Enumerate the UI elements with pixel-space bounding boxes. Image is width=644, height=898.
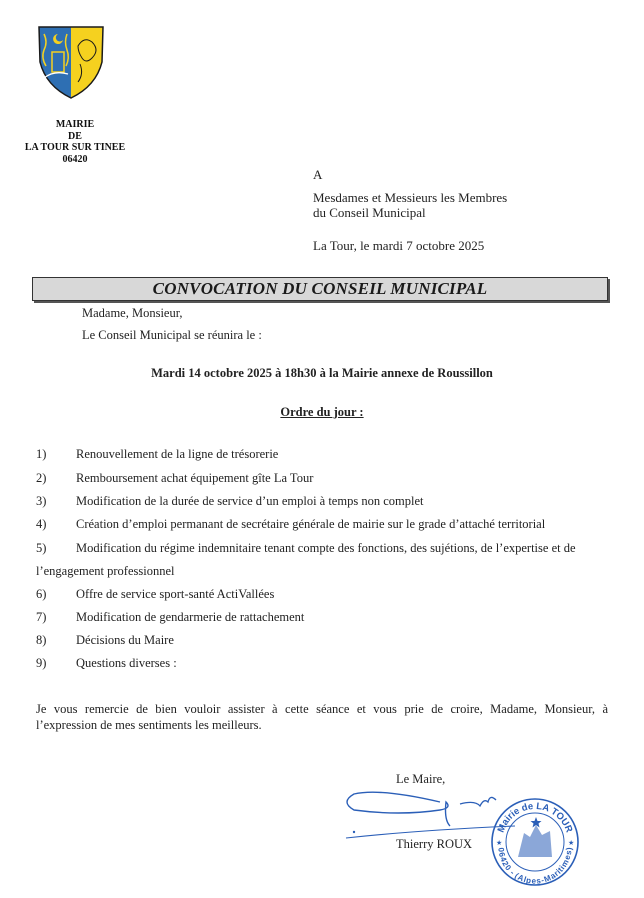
closing-paragraph (36, 701, 608, 733)
svg-text:★: ★ (568, 839, 575, 847)
agenda-text: Création d’emploi permanant de secrétaire générale de mairie sur le grade d’attaché territorial (76, 517, 546, 531)
recipient-line: du Conseil Municipal (313, 205, 426, 220)
agenda-text: Modification de gendarmerie de rattachement (76, 610, 305, 624)
recipient-marker: A (313, 167, 323, 182)
agenda-text: l’engagement professionnel (36, 564, 175, 578)
agenda-number: 5) (36, 541, 47, 555)
place-date: La Tour, le mardi 7 octobre 2025 (313, 238, 485, 253)
recipient-block (313, 190, 507, 220)
stamp-top-text: Mairie de LA TOUR (495, 800, 575, 835)
agenda-text: Remboursement achat équipement gîte La Tour (76, 471, 314, 485)
agenda-number: 9) (36, 656, 47, 670)
agenda-text: Questions diverses : (76, 656, 177, 670)
agenda-text: Renouvellement de la ligne de trésorerie (76, 447, 279, 461)
agenda-number: 4) (36, 517, 47, 531)
intro-text: Le Conseil Municipal se réunira le : (82, 328, 262, 342)
document-title: CONVOCATION DU CONSEIL MUNICIPAL (152, 279, 488, 298)
closing-line: Je vous remercie de bien vouloir assister à cette séance et vous prie de croire, Madame, Monsieur, à (36, 702, 608, 716)
agenda-text: Modification du régime indemnitaire tenant compte des fonctions, des sujétions, de l’expertise et de (76, 541, 576, 555)
mairie-address-block (0, 119, 150, 165)
official-stamp-icon (490, 797, 580, 887)
signer-title: Le Maire, (396, 772, 446, 786)
agenda-title: Ordre du jour : (280, 405, 364, 419)
meeting-details: Mardi 14 octobre 2025 à 18h30 à la Mairie annexe de Roussillon (151, 366, 493, 380)
salutation: Madame, Monsieur, (82, 306, 183, 320)
agenda-number: 6) (36, 587, 47, 601)
document-title-box (32, 277, 608, 301)
coat-of-arms-icon (36, 24, 106, 102)
stamp-bottom-text: 06420 - (Alpes-Maritimes) (496, 847, 574, 886)
svg-text:★: ★ (496, 839, 503, 847)
agenda-text: Offre de service sport-santé ActiVallées (76, 587, 275, 601)
mairie-line: DE (68, 130, 82, 142)
agenda-text: Décisions du Maire (76, 633, 174, 647)
agenda-text: Modification de la durée de service d’un emploi à temps non complet (76, 494, 424, 508)
agenda-number: 3) (36, 494, 47, 508)
mairie-line: MAIRIE (55, 119, 95, 130)
mairie-line: 06420 (62, 153, 88, 165)
agenda-number: 8) (36, 633, 47, 647)
mairie-line: LA TOUR SUR TINEE (24, 142, 126, 153)
agenda-number: 2) (36, 471, 47, 485)
agenda-number: 7) (36, 610, 47, 624)
recipient-line: Mesdames et Messieurs les Membres (313, 190, 508, 205)
agenda-number: 1) (36, 447, 47, 461)
closing-line: l’expression de mes sentiments les meilleurs. (36, 718, 262, 732)
signer-name: Thierry ROUX (396, 837, 473, 851)
